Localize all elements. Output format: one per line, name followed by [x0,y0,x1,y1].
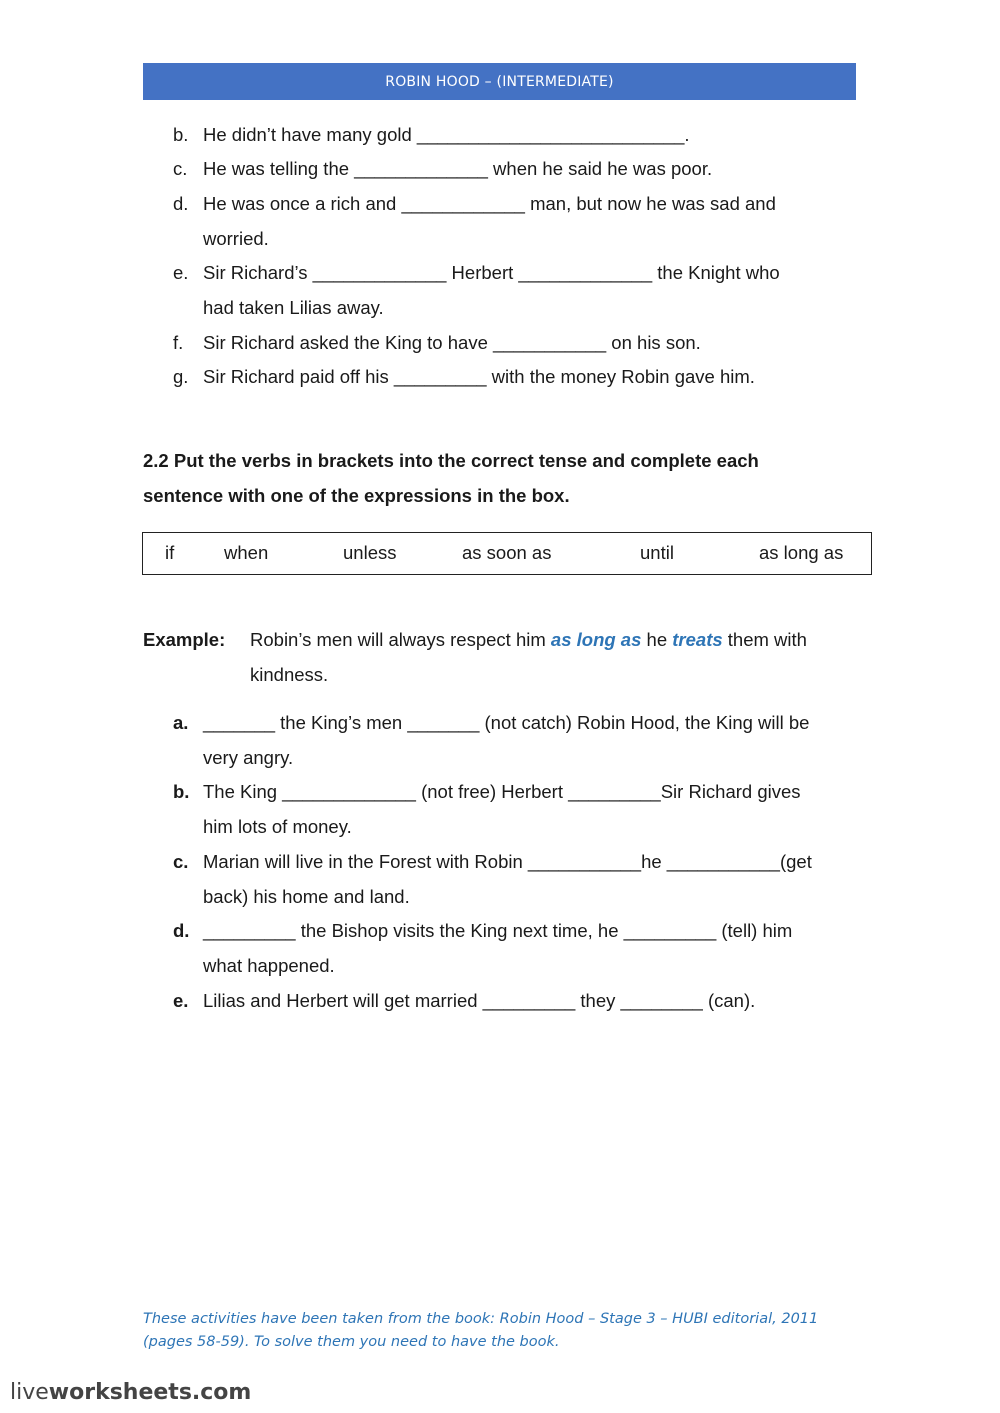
item-label: e. [173,262,189,283]
box-word: as soon as [462,542,552,563]
item-text: _________ the Bishop visits the King next time, he _________ (tell) him what happened. [203,920,793,976]
example-highlight: treats [672,629,723,650]
item-text: He didn’t have many gold __________________________. [203,124,690,145]
item-text: The King _____________ (not free) Herbert _________Sir Richard gives him lots of money. [203,781,801,837]
item-label: b. [173,124,189,145]
item-text: He was telling the _____________ when he said he was poor. [203,158,713,179]
item-label: d. [173,920,190,941]
header-title: ROBIN HOOD – (INTERMEDIATE) [385,73,614,90]
item-text: Sir Richard paid off his _________ with the money Robin gave him. [203,366,755,387]
item-label: e. [173,990,189,1011]
box-word: until [640,542,674,563]
item-label: f. [173,332,184,353]
item-label: c. [173,851,189,872]
word-box [142,532,872,575]
item-text: Lilias and Herbert will get married _________ they ________ (can). [203,990,756,1011]
box-word: unless [343,542,397,563]
item-text: Marian will live in the Forest with Robin ___________he ___________(get back) his home and land. [203,851,812,907]
item-text: Sir Richard asked the King to have ___________ on his son. [203,332,701,353]
source-note: These activities have been taken from the book: Robin Hood – Stage 3 – HUBI editorial, 2011 (pages 58-59). To solve them you need to have the book. [143,1311,819,1350]
box-word: if [165,542,175,563]
item-label: g. [173,366,189,387]
item-text: _______ the King’s men _______ (not catch) Robin Hood, the King will be very angry. [203,712,810,768]
example-highlight: as long as [550,629,642,650]
header-bar [143,63,856,100]
example-text: Robin’s men will always respect him as long as he treats them with kindness. [250,629,807,685]
item-text: Sir Richard’s _____________ Herbert _____________ the Knight who had taken Lilias away. [203,262,780,318]
item-label: c. [173,158,188,179]
box-word: when [224,542,269,563]
example-label: Example: [143,629,226,650]
item-label: b. [173,781,190,802]
item-label: d. [173,193,189,214]
item-text: He was once a rich and ____________ man, but now he was sad and worried. [203,193,776,249]
item-label: a. [173,712,189,733]
section-instruction: 2.2 Put the verbs in brackets into the correct tense and complete each sentence with one of the expressions in the box. [143,450,759,506]
box-word: as long as [759,542,844,563]
liveworksheets-logo[interactable]: liveworksheets.com [10,1380,252,1405]
